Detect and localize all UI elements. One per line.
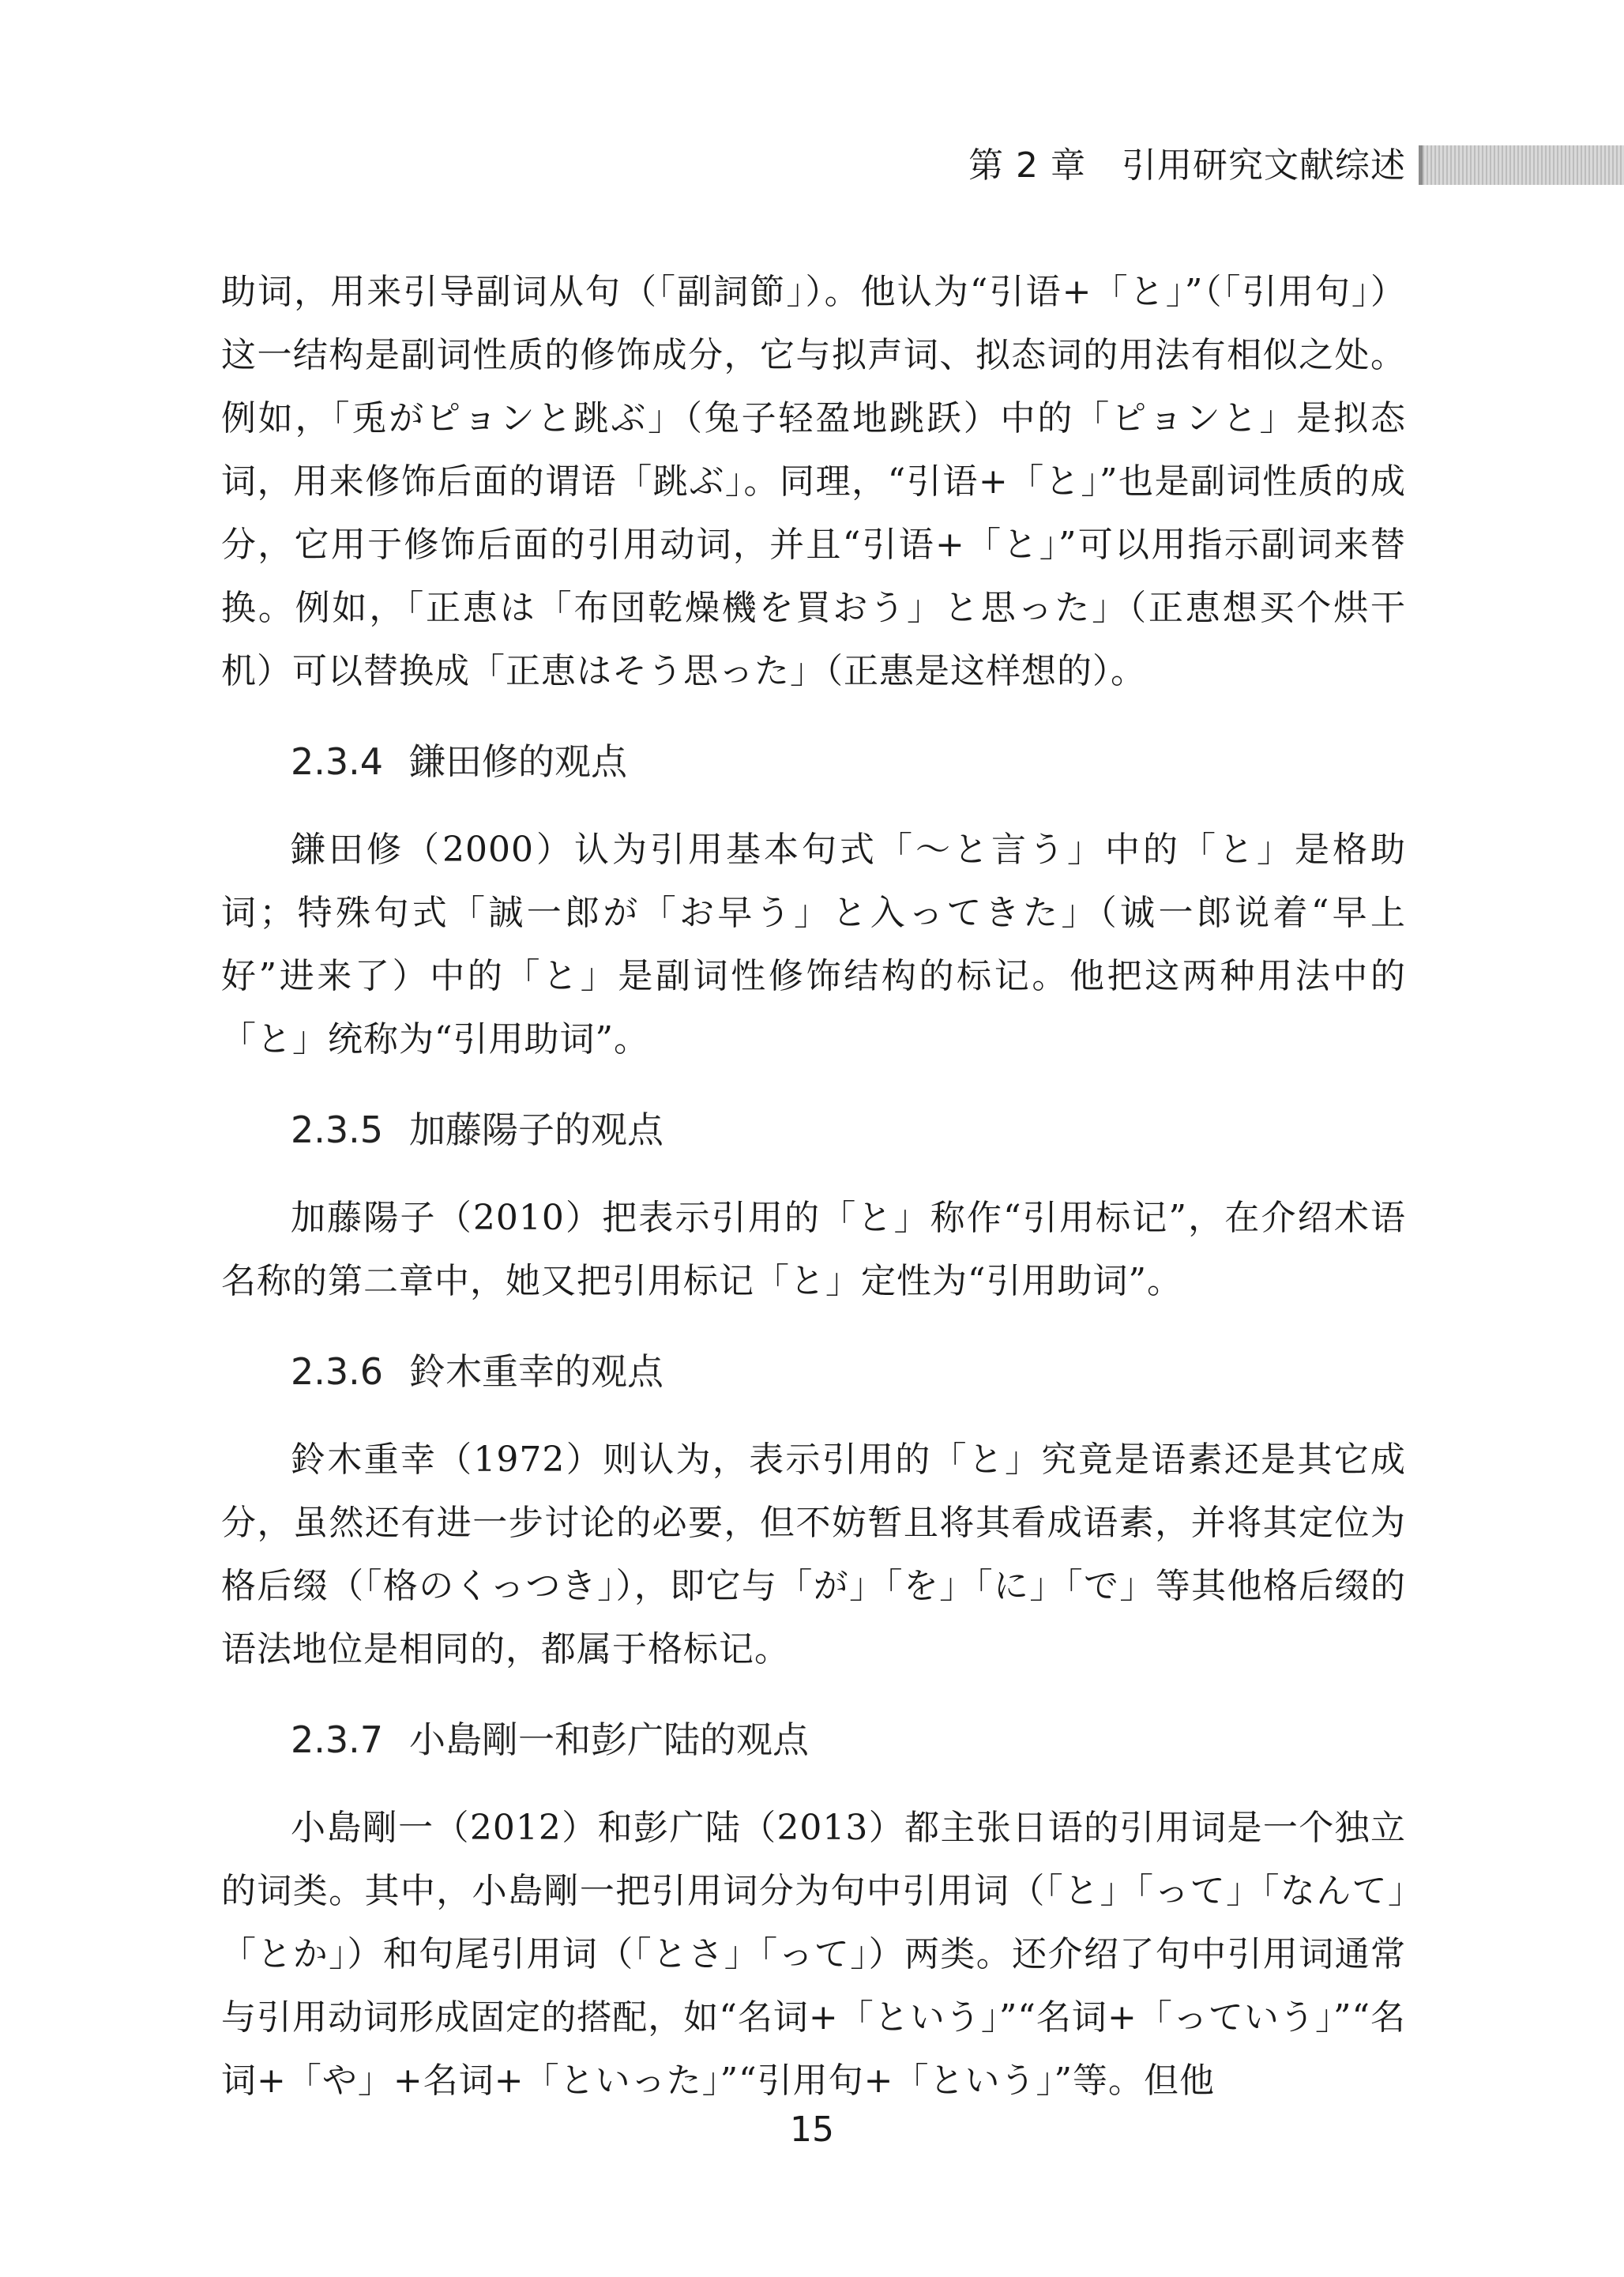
page-number: 15 <box>790 2110 834 2150</box>
paragraph-suzuki: 鈴木重幸（1972）则认为，表示引用的「と」究竟是语素还是其它成分，虽然还有进一步讨论的必要，但不妨暂且将其看成语素，并将其定位为格后缀（「格のくっつき」），即它与「が」「を」「に」「で」等其他格后缀的语法地位是相同的，都属于格标记。 <box>221 1440 1406 1669</box>
section-title: 鈴木重幸的观点 <box>409 1350 664 1393</box>
section-number: 2.3.4 <box>291 740 384 783</box>
running-header <box>790 134 1406 198</box>
section-title: 鎌田修的观点 <box>409 740 627 783</box>
header-decorative-bar <box>1419 145 1624 185</box>
section-heading-2-3-6 <box>291 1340 1406 1403</box>
section-title: 小島剛一和彭广陆的观点 <box>409 1718 809 1761</box>
section-title: 加藤陽子的观点 <box>409 1108 664 1151</box>
paragraph-kojima-peng: 小島剛一（2012）和彭广陆（2013）都主张日语的引用词是一个独立的词类。其中，小島剛一把引用词分为句中引用词（「と」「って」「なんて」「とか」）和句尾引用词（「とさ」「って」）两类。还介绍了句中引用词通常与引用动词形成固定的搭配，如“名词+「という」”“名词+「っていう」”“名词+「や」+名词+「といった」”“引用句+「という」”等。但他 <box>221 1808 1406 2101</box>
page-body <box>221 261 1406 2113</box>
paragraph-kato: 加藤陽子（2010）把表示引用的「と」称作“引用标记”，在介绍术语名称的第二章中，她又把引用标记「と」定性为“引用助词”。 <box>221 1198 1406 1301</box>
paragraph-continued: 助词，用来引导副词从句（「副詞節」）。他认为“引语+「と」”（「引用句」）这一结构是副词性质的修饰成分，它与拟声词、拟态词的用法有相似之处。例如，「兎がピョンと跳ぶ」（兔子轻盈地跳跃）中的「ピョンと」是拟态词，用来修饰后面的谓语「跳ぶ」。同理，“引语+「と」”也是副词性质的成分，它用于修饰后面的引用动词，并且“引语+「と」”可以用指示副词来替换。例如，「正恵は「布団乾燥機を買おう」と思った」（正恵想买个烘干机）可以替换成「正恵はそう思った」（正惠是这样想的）。 <box>221 272 1406 691</box>
section-heading-2-3-4 <box>291 730 1406 793</box>
section-number: 2.3.5 <box>291 1108 384 1151</box>
section-heading-2-3-5 <box>291 1098 1406 1161</box>
section-number: 2.3.7 <box>291 1718 384 1761</box>
paragraph-kamada: 鎌田修（2000）认为引用基本句式「〜と言う」中的「と」是格助词；特殊句式「誠一郎が「お早う」と入ってきた」（诚一郎说着“早上好”进来了）中的「と」是副词性修饰结构的标记。他把这两种用法中的「と」统称为“引用助词”。 <box>221 830 1406 1059</box>
header-spacer <box>1086 145 1122 186</box>
chapter-title: 引用研究文献综述 <box>1122 145 1406 186</box>
chapter-label: 第 2 章 <box>968 145 1087 186</box>
section-number: 2.3.6 <box>291 1350 384 1393</box>
section-heading-2-3-7 <box>291 1708 1406 1771</box>
